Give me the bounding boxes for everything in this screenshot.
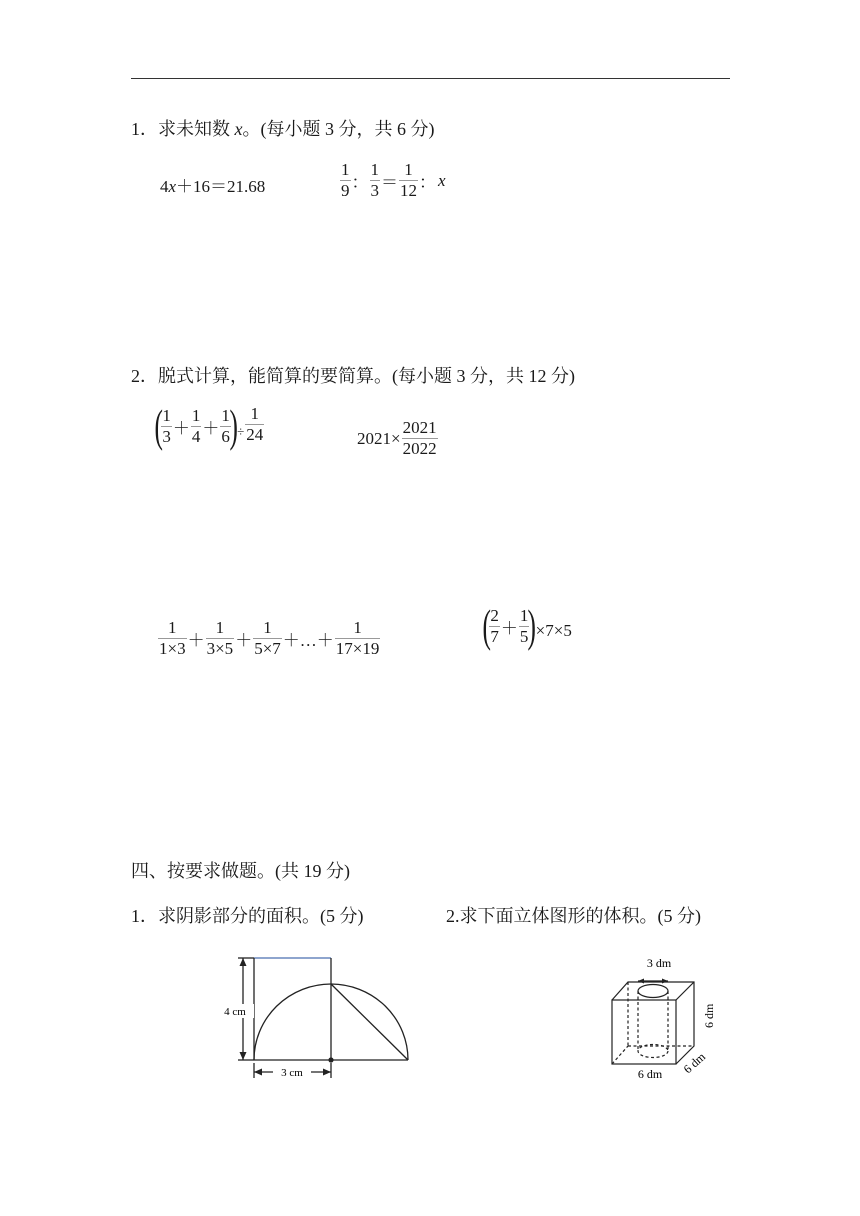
header-rule xyxy=(131,78,730,79)
height-label: 4 cm xyxy=(224,1006,246,1018)
eq1-rest: ＋16＝21.68 xyxy=(176,177,266,196)
fraction: $\frac{1}{3}$ xyxy=(162,405,171,446)
expression-4: ( $\frac{2}{7}$ ＋ $\frac{1}{5}$ )×7×5 xyxy=(482,600,572,651)
fraction: $\frac{1}{5\times 7}$ xyxy=(254,618,281,658)
center-point xyxy=(328,1057,333,1062)
right-paren: ) xyxy=(229,400,238,452)
arrow-up xyxy=(240,958,247,966)
fraction: $\frac{1}{1\times 3}$ xyxy=(159,618,186,658)
fraction: $\frac{1}{24}$ xyxy=(246,404,264,444)
expression-1: ( $\frac{1}{3}$ ＋ $\frac{1}{4}$ ＋ $\frac{1}{6}$ )$_\div$ $\frac{1}{24}$ xyxy=(154,400,264,452)
fraction: $\frac{1}{9}$ xyxy=(341,160,350,200)
fraction: $\frac{1}{12}$ xyxy=(400,160,417,200)
diagonal-line xyxy=(331,984,408,1060)
question-4-2-title: 2.求下面立体图形的体积。(5 分) xyxy=(446,906,701,926)
expression-3: $\frac{1}{1\times 3}$ ＋ $\frac{1}{3\times 5}$ ＋ $\frac{1}{5\times 7}$ ＋…＋ $\frac{1}{17\times 19}$ xyxy=(159,618,380,658)
equation-1 xyxy=(160,172,265,197)
question-4-1-title: 1．求阴影部分的面积。(5 分) xyxy=(131,906,364,926)
fraction: $\frac{1}{4}$ xyxy=(191,405,201,446)
q1-var: x xyxy=(234,119,243,139)
fraction: $\frac{1}{5}$ xyxy=(519,605,529,646)
shaded-area-figure xyxy=(214,950,420,1086)
fraction: $\frac{1}{3}$ xyxy=(370,160,379,200)
fraction: $\frac{1}{6}$ xyxy=(221,405,230,446)
hole-top-ellipse xyxy=(638,985,668,998)
left-paren: ( xyxy=(482,600,491,651)
fraction: $\frac{2}{7}$ xyxy=(490,605,499,646)
depth-label: 6 dm xyxy=(680,1049,709,1077)
fraction: $\frac{2021}{2022}$ xyxy=(402,418,437,458)
width-label: 3 cm xyxy=(281,1067,303,1079)
cube-front-face xyxy=(612,1000,676,1064)
eq1-var: x xyxy=(168,177,177,196)
colon: ： xyxy=(419,173,436,192)
top-label: 3 dm xyxy=(646,956,672,970)
section-4-title: 四、按要求做题。(共 19 分) xyxy=(131,861,350,881)
equation-2 xyxy=(340,160,447,201)
eq2-var: x xyxy=(438,170,446,190)
equals: ＝ xyxy=(381,173,398,192)
height-label: 6 dm xyxy=(702,1003,716,1028)
fraction: $\frac{1}{17\times 19}$ xyxy=(335,618,380,658)
colon: ： xyxy=(351,173,369,192)
left-paren: ( xyxy=(154,400,163,452)
q1-suffix: 。(每小题 3 分，共 6 分) xyxy=(242,119,435,139)
question-2-title: 2．脱式计算，能简算的要简算。(每小题 3 分，共 12 分) xyxy=(131,366,575,386)
question-1-title xyxy=(131,118,435,140)
arrow-down xyxy=(240,1052,247,1060)
width-label: 6 dm xyxy=(637,1067,663,1081)
q1-prefix: 1．求未知数 xyxy=(131,119,235,139)
expression-2: 2021× $\frac{2021}{2022}$ xyxy=(357,418,437,458)
right-paren: ) xyxy=(527,600,537,651)
cube-with-hole-figure xyxy=(600,948,730,1084)
eq1-coef: 4 xyxy=(160,177,169,196)
fraction: $\frac{1}{3\times 5}$ xyxy=(206,618,234,658)
